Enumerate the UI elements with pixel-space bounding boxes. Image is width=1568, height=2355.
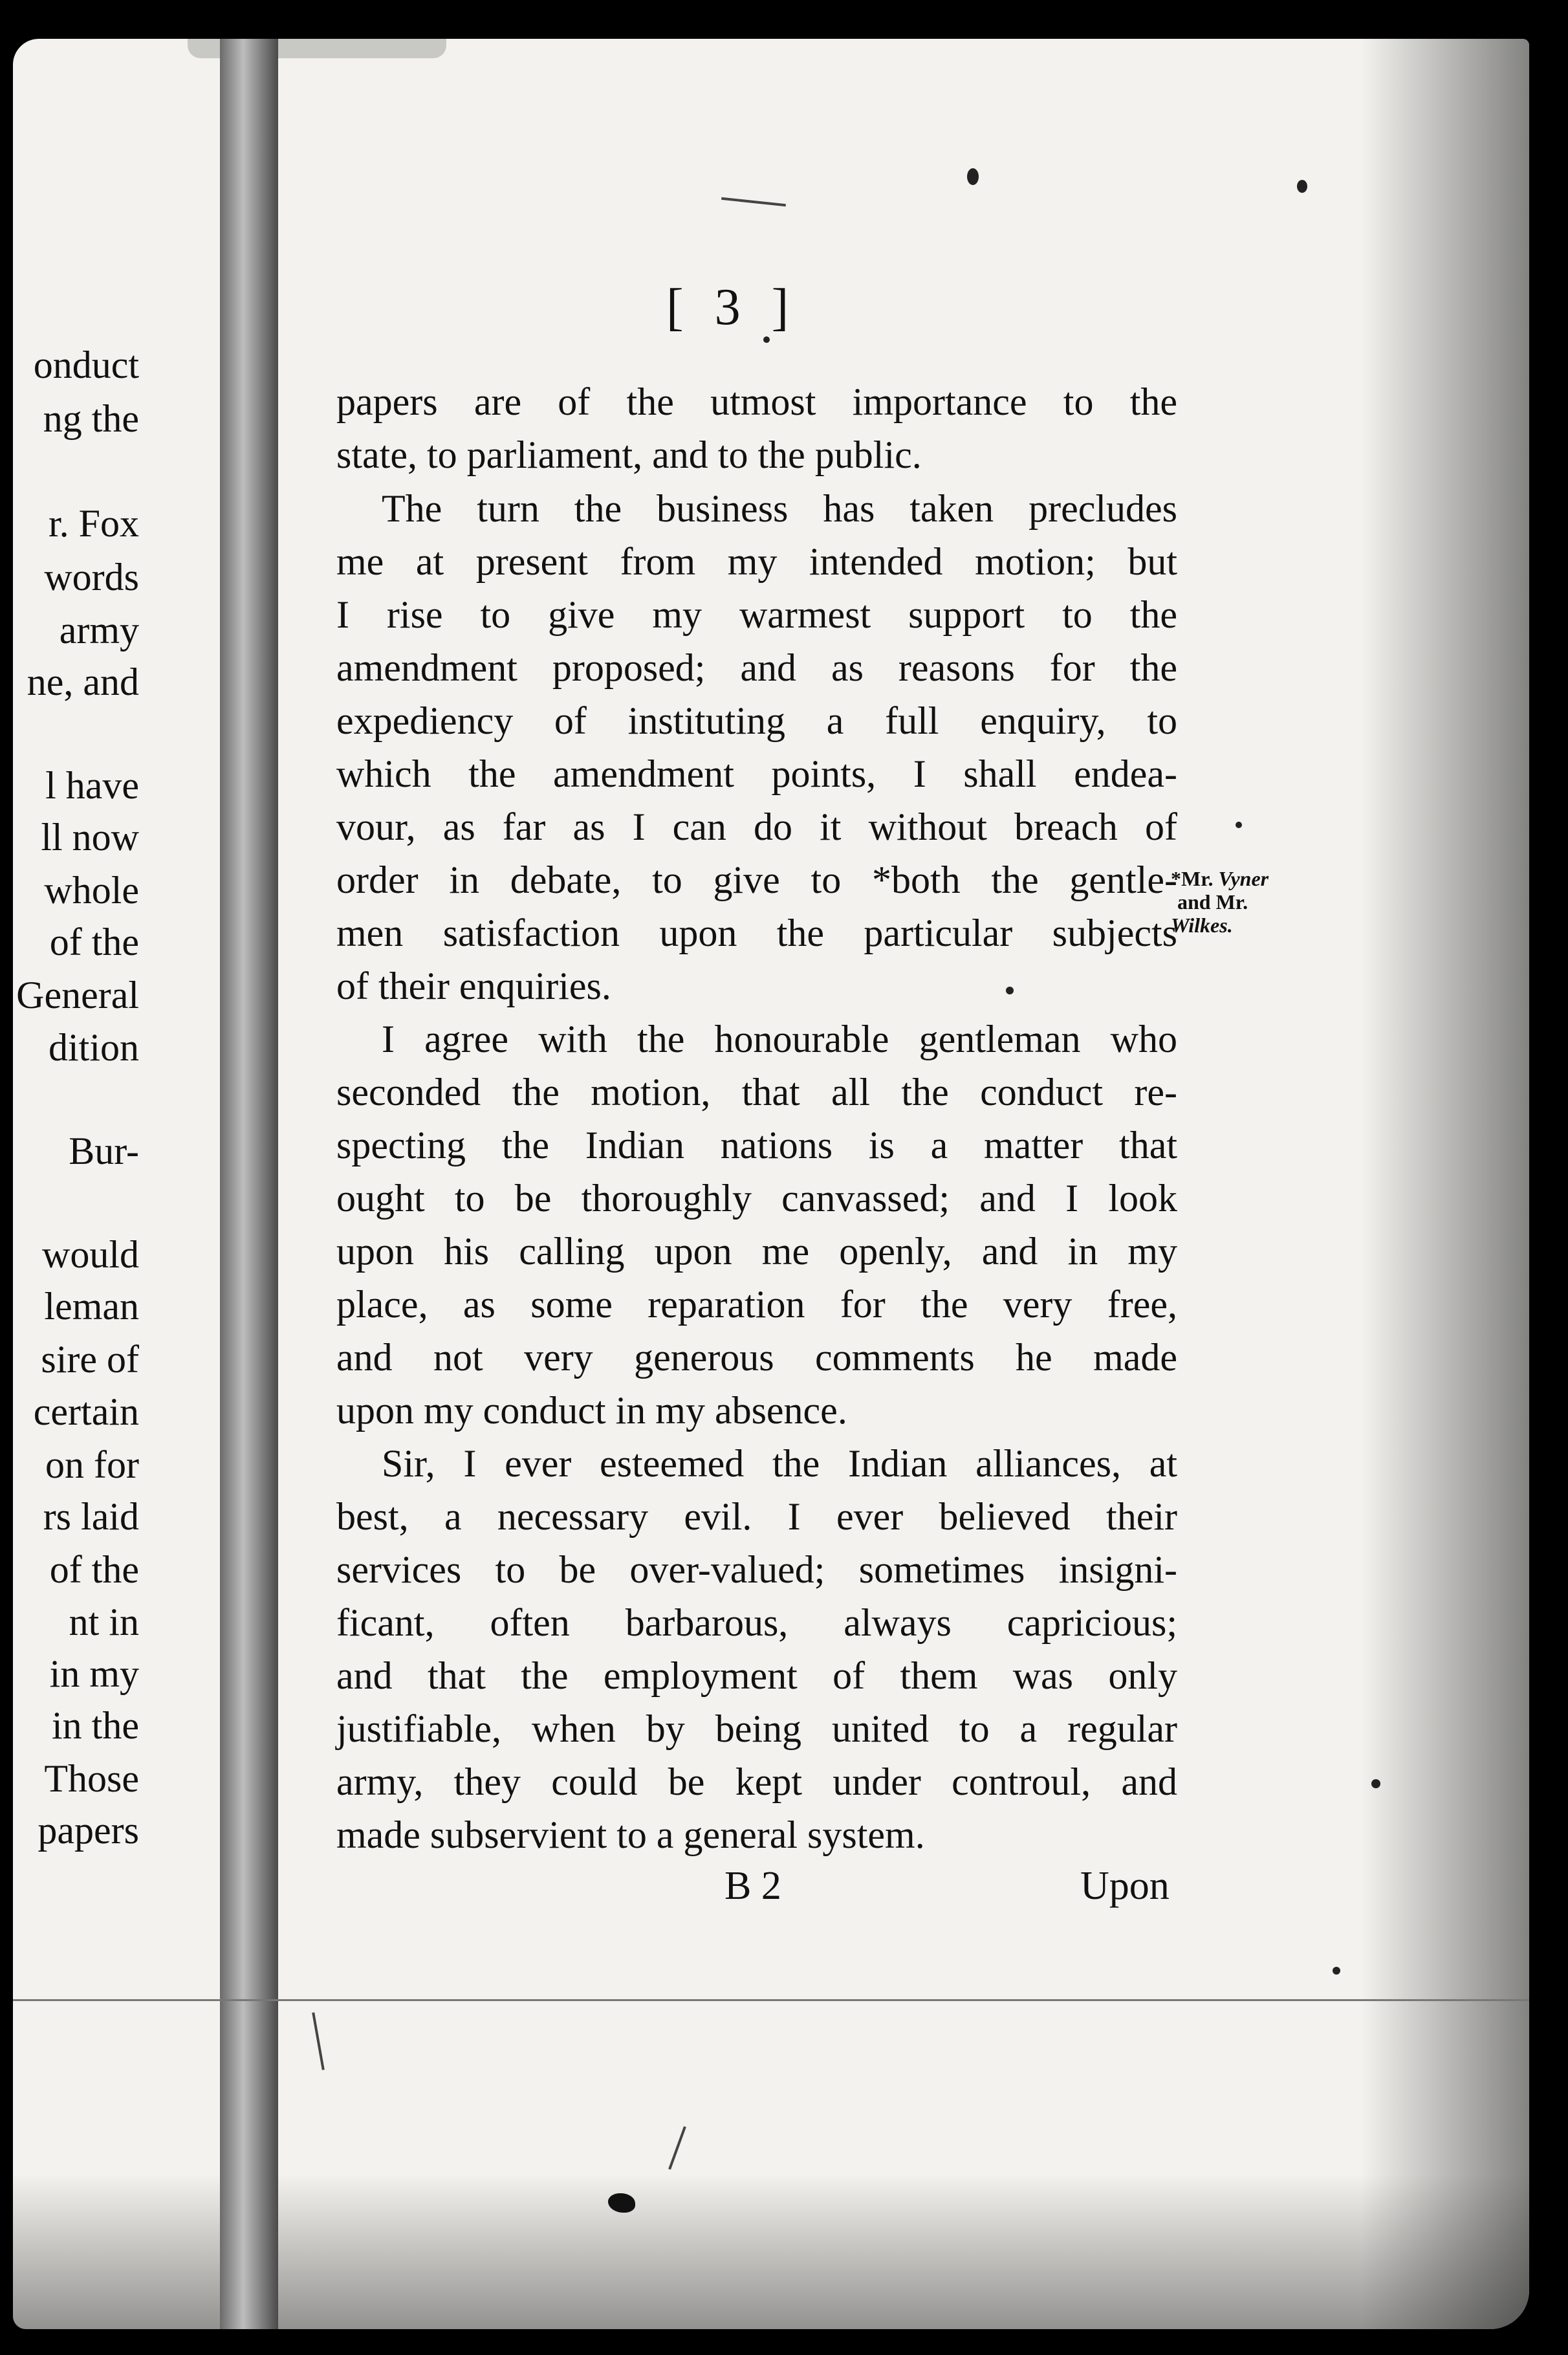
left-page-line: nt in [69, 1601, 139, 1643]
page-shadow-right [1361, 39, 1529, 2329]
left-page-fragment [13, 39, 220, 1980]
text-line: order in debate, to give to *both the gentle- [336, 859, 1177, 901]
left-page-line: ll now [41, 816, 139, 859]
ink-stroke [312, 2012, 325, 2070]
margin-note-name: Vyner [1218, 867, 1269, 890]
left-page-line: on for [45, 1443, 139, 1486]
left-page-line: papers [38, 1809, 139, 1852]
left-page-line: dition [48, 1026, 139, 1069]
text-line: I rise to give my warmest support to the [336, 593, 1177, 636]
left-page-line: of the [49, 1548, 139, 1591]
left-page-line: whole [44, 869, 139, 912]
text-line: expediency of instituting a full enquiry, to [336, 699, 1177, 742]
text-line: The turn the business has taken precludes [382, 487, 1177, 530]
left-page-line: in the [52, 1704, 139, 1747]
left-page-line: r. Fox [48, 502, 139, 545]
ink-speck [1006, 987, 1014, 994]
ink-speck [967, 168, 979, 185]
left-page-line: certain [33, 1390, 139, 1433]
table-edge-line [13, 1999, 1529, 2001]
catchword: Upon [1080, 1864, 1170, 1908]
text-line: upon my conduct in my absence. [336, 1389, 847, 1432]
left-page-line: onduct [33, 344, 139, 386]
text-line: Sir, I ever esteemed the Indian alliances, at [382, 1442, 1177, 1485]
page-number-header: [ 3 ] [666, 279, 798, 336]
left-page-line: Bur- [69, 1130, 139, 1172]
left-page-line: ne, and [27, 661, 139, 703]
ink-stroke [668, 2126, 686, 2169]
text-line: justifiable, when by being united to a regular [336, 1707, 1177, 1750]
ink-speck [1236, 822, 1242, 828]
left-page-line: l have [45, 764, 139, 807]
text-line: men satisfaction upon the particular subjects [336, 912, 1177, 954]
ink-speck [1333, 1967, 1340, 1975]
margin-note-prefix: *Mr. [1171, 867, 1214, 890]
text-line: place, as some reparation for the very free, [336, 1283, 1177, 1326]
text-line: army, they could be kept under controul, and [336, 1760, 1177, 1803]
left-page-line: words [44, 556, 139, 598]
text-line: papers are of the utmost importance to the [336, 380, 1177, 423]
text-line: amendment proposed; and as reasons for the [336, 646, 1177, 689]
left-page-line: ng the [43, 397, 139, 440]
text-line: I agree with the honourable gentleman who [382, 1018, 1177, 1060]
margin-note-name: Wilkes. [1171, 914, 1233, 937]
left-page-line: army [59, 609, 139, 652]
left-page-line: General [16, 974, 139, 1016]
text-line: vour, as far as I can do it without breach of [336, 805, 1177, 848]
left-page-line: rs laid [43, 1495, 139, 1538]
book-spread [13, 39, 1529, 2329]
text-line: services to be over-valued; sometimes insigni- [336, 1548, 1177, 1591]
margin-note-line [1171, 867, 1269, 890]
left-page-line: leman [44, 1285, 139, 1328]
ink-speck [1371, 1779, 1380, 1788]
text-line: and that the employment of them was only [336, 1654, 1177, 1697]
ink-speck [1297, 180, 1307, 193]
text-line: me at present from my intended motion; but [336, 540, 1177, 583]
text-line: specting the Indian nations is a matter that [336, 1124, 1177, 1167]
left-page-line: Those [44, 1757, 139, 1800]
text-line: best, a necessary evil. I ever believed their [336, 1495, 1177, 1538]
ink-stroke [721, 197, 786, 206]
left-page-line: sire of [41, 1338, 139, 1381]
margin-note-line [1171, 914, 1269, 937]
book-gutter [220, 39, 278, 2329]
text-line: state, to parliament, and to the public. [336, 433, 922, 476]
ink-speck [763, 336, 770, 343]
signature-mark: B 2 [724, 1864, 781, 1908]
left-page-line: in my [49, 1652, 139, 1695]
text-line: made subservient to a general system. [336, 1813, 925, 1856]
left-page-line: of the [49, 921, 139, 963]
text-line: ought to be thoroughly canvassed; and I look [336, 1177, 1177, 1220]
left-page-line: would [42, 1233, 139, 1276]
text-line: upon his calling upon me openly, and in my [336, 1230, 1177, 1273]
margin-note [1171, 867, 1269, 937]
text-line: ficant, often barbarous, always capricious; [336, 1601, 1177, 1644]
margin-note-line: and Mr. [1177, 890, 1248, 914]
text-line: seconded the motion, that all the conduct re- [336, 1071, 1177, 1113]
text-line: and not very generous comments he made [336, 1336, 1177, 1379]
text-line: of their enquiries. [336, 965, 611, 1007]
text-line: which the amendment points, I shall endea- [336, 752, 1177, 795]
